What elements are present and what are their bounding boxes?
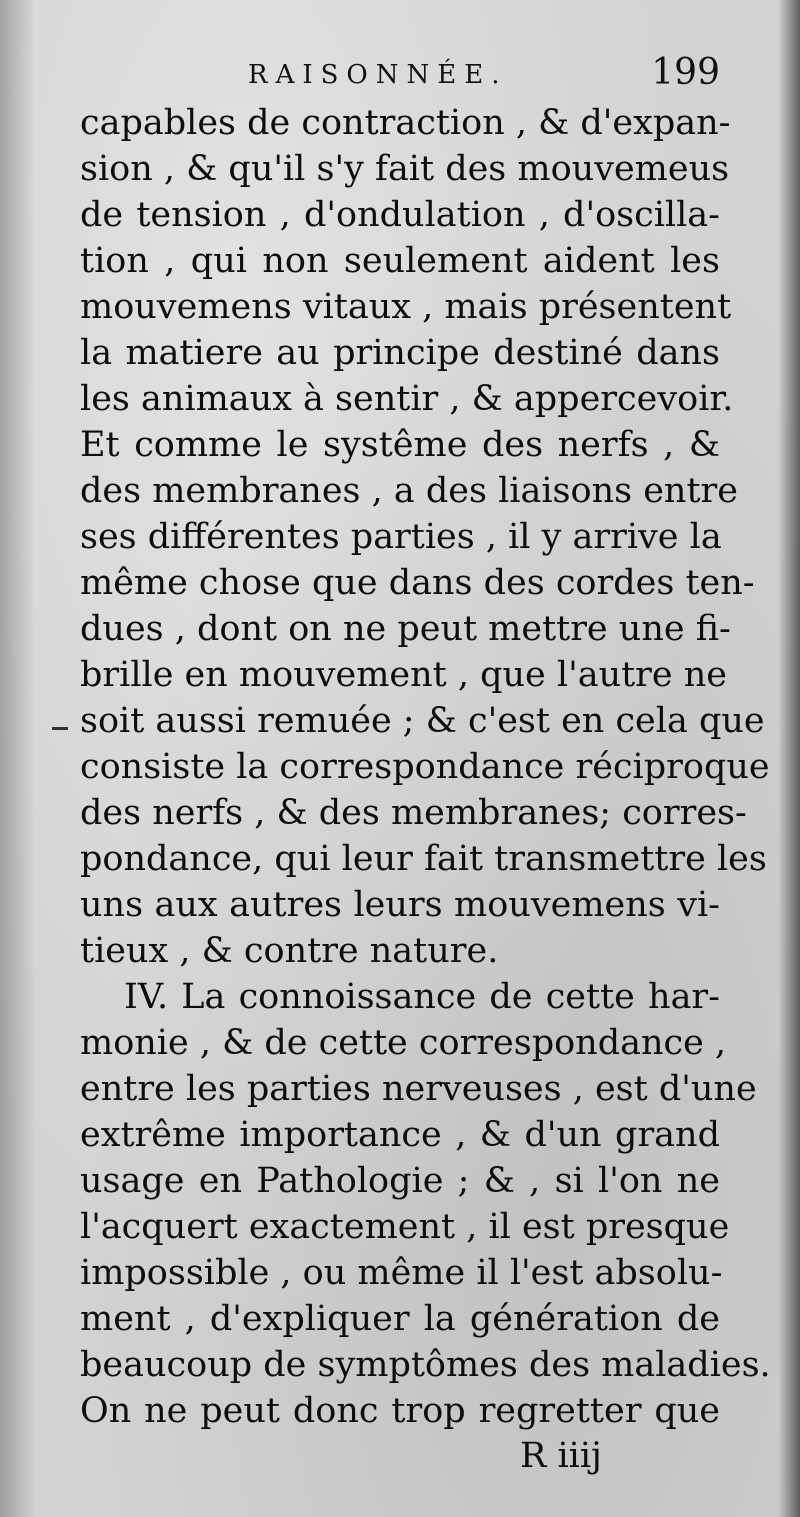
text-line: de tension , d'ondulation , d'oscilla-	[80, 195, 720, 235]
page-header	[80, 52, 720, 98]
text-line: extrême importance , & d'un grand	[80, 1115, 720, 1155]
section-start-line: IV. La connoissance de cette har-	[124, 977, 720, 1017]
text-line: Et comme le systême des nerfs , &	[80, 425, 720, 465]
text-line: la matiere au principe destiné dans	[80, 333, 720, 373]
text-line: monie , & de cette correspondance ,	[80, 1023, 727, 1063]
signature-mark: R iiij	[520, 1436, 602, 1476]
text-line: beaucoup de symptômes des maladies.	[80, 1345, 771, 1385]
text-line: capables de contraction , & d'expan-	[80, 103, 731, 143]
running-head: RAISONNÉE.	[248, 60, 508, 90]
text-line: sion , & qu'il s'y fait des mouvemeus	[80, 149, 730, 189]
text-line: tion , qui non seulement aident les	[80, 241, 720, 281]
text-line: dues , dont on ne peut mettre une fi-	[80, 609, 731, 649]
page-number: 199	[651, 52, 720, 93]
text-line: des membranes , a des liaisons entre	[80, 471, 738, 511]
text-line: consiste la correspondance réciproque	[80, 747, 770, 787]
text-line: ment , d'expliquer la génération de	[80, 1299, 720, 1339]
text-line: impossible , ou même il l'est absolu-	[80, 1253, 723, 1293]
page-right-edge	[778, 0, 800, 1517]
text-line: les animaux à sentir , & appercevoir.	[80, 379, 734, 419]
page-left-shadow	[0, 0, 36, 1517]
text-line: des nerfs , & des membranes; corres-	[80, 793, 747, 833]
text-line: l'acquert exactement , il est presque	[80, 1207, 730, 1247]
text-line: soit aussi remuée ; & c'est en cela que	[80, 701, 765, 741]
text-line: brille en mouvement , que l'autre ne	[80, 655, 728, 695]
margin-dash-mark	[52, 727, 68, 730]
text-line: entre les parties nerveuses , est d'une	[80, 1069, 757, 1109]
text-line: uns aux autres leurs mouvemens vi-	[80, 885, 720, 925]
text-line: On ne peut donc trop regretter que	[80, 1391, 720, 1431]
text-line: usage en Pathologie ; & , si l'on ne	[80, 1161, 720, 1201]
text-line: pondance, qui leur fait transmettre les	[80, 839, 767, 879]
text-line: même chose que dans des cordes ten-	[80, 563, 755, 603]
paragraph-end-line: tieux , & contre nature.	[80, 931, 499, 971]
text-line: ses différentes parties , il y arrive la	[80, 517, 722, 557]
body-text	[80, 100, 771, 1434]
text-line: mouvemens vitaux , mais présentent	[80, 287, 732, 327]
